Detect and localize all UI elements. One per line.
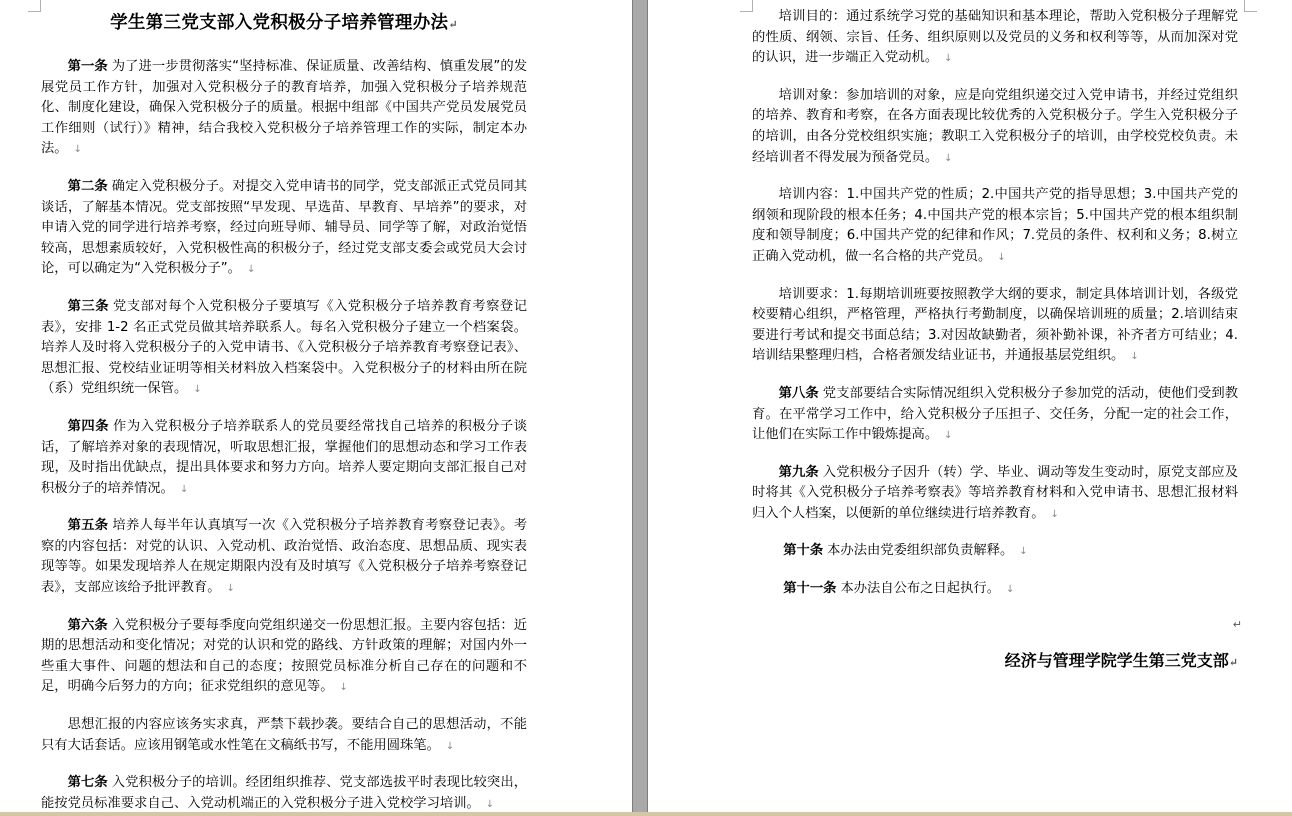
body-paragraph: 培训对象：参加培训的对象，应是向党组织递交过入党申请书，并经过党组织的培养、教育和考察，在各方面表现比较优秀的入党积极分子。学生入党积极分子的培训，由各分党校组织实施；教职工入党积极分子的培训，由学校党校负责。未经培训者不得发展为预备党员。 ↓ [752,87,1238,165]
document-page-right [648,0,1292,816]
article-paragraph: 第十条 本办法由党委组织部负责解释。 ↓ [783,543,1028,559]
article-paragraph: 第一条 为了进一步贯彻落实“坚持标准、保证质量、改善结构、慎重发展”的发展党员工作方针，加强对入党积极分子的教育培养，加强入党积极分子培养规范化、制度化建设，确保入党积极分子的质量。根据中组部《中国共产党员发展党员工作细则（试行）》精神，结合我校入党积极分子培养管理工作的实际，制定本办法。 ↓ [41,59,527,157]
article-paragraph: 第九条 入党积极分子因升（转）学、毕业、调动等发生变动时，原党支部应及时将其《入党积极分子培养考察表》等培养教育材料和入党申请书、思想汇报材料归入个人档案，以便新的单位继续进行培养教育。 ↓ [752,464,1239,521]
article-paragraph: 第二条 确定入党积极分子。对提交入党申请书的同学，党支部派正式党员同其谈话，了解基本情况。党支部按照“早发现、早选苗、早教育、早培养”的要求，对申请入党的同学进行培养考察，经过向班导师、辅导员、同学等了解，对政治觉悟较高，思想素质较好，入党积极性高的积极分子，经过党支部支委会或党员大会讨论，可以确定为“入党积极分子”。 ↓ [41,178,528,277]
margin-corner-mark [28,0,41,12]
paragraph-mark: ↵ [1232,618,1242,631]
article-paragraph: 第十一条 本办法自公布之日起执行。 ↓ [783,581,1015,597]
document-page-left [0,0,632,816]
signature: 经济与管理学院学生第三党支部↵ [1004,651,1238,670]
page-body[interactable] [752,7,1238,617]
page-gap [632,0,648,816]
article-paragraph: 第八条 党支部要结合实际情况组织入党积极分子参加党的活动，使他们受到教育。在平常学习工作中，给入党积极分子压担子、交任务，分配一定的社会工作，让他们在实际工作中锻炼提高。 ↓ [752,385,1239,443]
status-strip [0,812,1292,816]
article-paragraph: 第三条 党支部对每个入党积极分子要填写《入党积极分子培养教育考察登记表》，安排 1-2 名正式党员做其培养联系人。每名入党积极分子建立一个档案袋。培养人及时将入党积极分子的入党申请书、《入党积极分子培养教育考察登记表》、思想汇报、党校结业证明等相关材料放入档案袋中。入党积极分子的材料由所在院（系）党组织统一保管。 ↓ [41,298,528,397]
document-title: 学生第三党支部入党积极分子培养管理办法↵ [110,13,458,33]
page-body[interactable] [41,8,527,816]
article-paragraph: 第四条 作为入党积极分子培养联系人的党员要经常找自己培养的积极分子谈话，了解培养对象的表现情况，听取思想汇报，掌握他们的思想动态和学习工作表现，及时指出优缺点，提出具体要求和努力方向。培养人要定期向支部汇报自己对积极分子的培养情况。 ↓ [41,418,528,496]
body-paragraph: 培训目的：通过系统学习党的基础知识和基本理论，帮助入党积极分子理解党的性质、纲领、宗旨、任务、组织原则以及党员的义务和权利等等，从而加深对党的认识，进一步端正入党动机。 ↓ [752,9,1238,66]
article-paragraph: 第七条 入党积极分子的培训。经团组织推荐、党支部选拔平时表现比较突出，能按党员标准要求自己、入党动机端正的入党积极分子进入党校学习培训。 ↓ [41,775,528,811]
article-paragraph: 第五条 培养人每半年认真填写一次《入党积极分子培养教育考察登记表》。考察的内容包括：对党的认识、入党动机、政治觉悟、政治态度、思想品质、现实表现等等。如果发现培养人在规定期限内没有及时填写《入党积极分子培养考察登记表》，支部应该给予批评教育。 ↓ [41,518,527,596]
body-paragraph: 思想汇报的内容应该务实求真，严禁下载抄袭。要结合自己的思想活动，不能只有大话套话。应该用钢笔或水性笔在文稿纸书写，不能用圆珠笔。 ↓ [41,717,527,753]
margin-corner-mark [1244,0,1257,12]
body-paragraph: 培训内容：1.中国共产党的性质；2.中国共产党的指导思想；3.中国共产党的纲领和现阶段的根本任务；4.中国共产党的根本宗旨；5.中国共产党的根本组织制度和领导制度；6.中国共产党的纪律和作风；7.党员的条件、权利和义务；8.树立正确入党动机，做一名合格的共产党员。 ↓ [752,187,1238,264]
article-paragraph: 第六条 入党积极分子要每季度向党组织递交一份思想汇报。主要内容包括：近期的思想活动和变化情况；对党的认识和党的路线、方针政策的理解；对国内外一些重大事件、问题的想法和自己的态度；按照党员标准分析自己存在的问题和不足，明确今后努力的方向；征求党组织的意见等。 ↓ [41,617,528,695]
body-paragraph: 培训要求：1.每期培训班要按照教学大纲的要求，制定具体培训计划，各级党校要精心组织，严格管理，严格执行考勤制度，以确保培训班的质量；2.培训结束要进行考试和提交书面总结；3.对因故缺勤者，须补勤补课，补齐者方可结业；4.培训结果整理归档，合格者颁发结业证书，并通报基层党组织。 ↓ [752,286,1238,364]
